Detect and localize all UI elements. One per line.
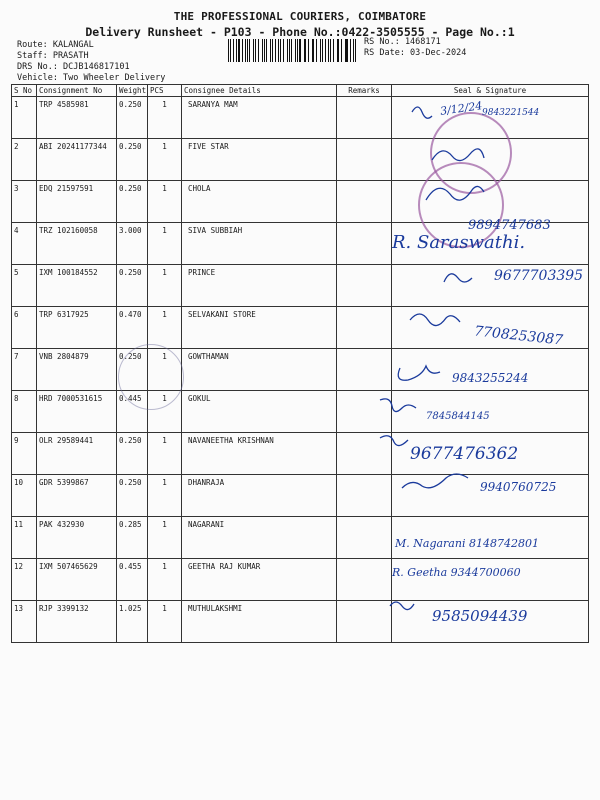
row-consignee: SARANYA MAM [182, 97, 337, 139]
row-pcs: 1 [148, 349, 182, 391]
row-sno: 4 [12, 223, 37, 265]
row-pcs: 1 [148, 391, 182, 433]
barcode-bar [287, 39, 288, 62]
table-row [12, 559, 589, 601]
col-header-sno: S No [12, 85, 37, 97]
barcode-bar [305, 39, 306, 62]
col-header-pcs: PCS [148, 85, 182, 97]
handwritten-entry-12: R. Geetha 9344700060 [392, 566, 521, 579]
barcode-bar [228, 39, 229, 62]
route-label: Route: KALANGAL [17, 40, 94, 50]
table-header-row [12, 85, 589, 97]
handwritten-phone-4: 9894747683 [468, 218, 551, 233]
barcode-bar [308, 39, 309, 62]
row-pcs: 1 [148, 265, 182, 307]
handwritten-phone-13: 9585094439 [432, 607, 528, 625]
barcode-bar [266, 39, 267, 62]
barcode-bar [291, 39, 292, 62]
row-sno: 6 [12, 307, 37, 349]
row-consignment-no: TRZ 102160058 [37, 223, 117, 265]
row-consignment-no: RJP 3399132 [37, 601, 117, 643]
row-sno: 3 [12, 181, 37, 223]
barcode-bar [341, 39, 342, 62]
barcode-bar [337, 39, 338, 62]
row-consignee: SELVAKANI STORE [182, 307, 337, 349]
row-remarks [337, 391, 392, 433]
barcode-bar [316, 39, 317, 62]
row-consignee: GOWTHAMAN [182, 349, 337, 391]
col-header-consignment: Consignment No [37, 85, 117, 97]
row-pcs: 1 [148, 307, 182, 349]
barcode-bar [289, 39, 290, 62]
barcode-bar [355, 39, 356, 62]
barcode-bar [345, 39, 346, 62]
row-remarks [337, 349, 392, 391]
row-remarks [337, 223, 392, 265]
row-pcs: 1 [148, 223, 182, 265]
row-sno: 11 [12, 517, 37, 559]
row-consignee: MUTHULAKSHMI [182, 601, 337, 643]
row-pcs: 1 [148, 139, 182, 181]
barcode-bar [320, 39, 322, 62]
barcode-bar [236, 39, 237, 62]
row-remarks [337, 517, 392, 559]
handwritten-phone-8: 7845844145 [426, 411, 490, 422]
barcode-bar [353, 39, 354, 62]
row-weight: 0.470 [117, 307, 148, 349]
barcode-bar [313, 39, 314, 62]
row-remarks [337, 475, 392, 517]
handwritten-date: 3/12/24 [439, 99, 484, 118]
row-sno: 2 [12, 139, 37, 181]
barcode-bar [262, 39, 263, 62]
barcode-bar [230, 39, 231, 62]
barcode-bar [338, 39, 339, 62]
row-consignee: NAVANEETHA KRISHNAN [182, 433, 337, 475]
col-header-signature: Seal & Signature [392, 85, 589, 97]
col-header-weight: Weight [117, 85, 148, 97]
barcode-bar [258, 39, 260, 62]
barcode-bar [270, 39, 271, 62]
row-consignment-no: IXM 507465629 [37, 559, 117, 601]
barcode-bar [247, 39, 248, 62]
row-sno: 12 [12, 559, 37, 601]
row-weight: 0.285 [117, 517, 148, 559]
row-weight: 0.250 [117, 181, 148, 223]
barcode-bar [238, 39, 240, 62]
rs-number: RS No.: 1468171 [364, 37, 441, 47]
row-remarks [337, 139, 392, 181]
row-consignee: DHANRAJA [182, 475, 337, 517]
handwritten-phone-5: 9677703395 [494, 268, 584, 284]
row-remarks [337, 601, 392, 643]
barcode-bar [280, 39, 282, 62]
row-remarks [337, 559, 392, 601]
row-consignment-no: GDR 5399867 [37, 475, 117, 517]
barcode-bar [325, 39, 326, 62]
handwritten-phone-6: 7708253087 [473, 323, 564, 349]
row-sno: 8 [12, 391, 37, 433]
row-consignee: NAGARANI [182, 517, 337, 559]
row-remarks [337, 181, 392, 223]
row-pcs: 1 [148, 181, 182, 223]
row-weight: 3.000 [117, 223, 148, 265]
handwritten-entry-11: M. Nagarani 8148742801 [395, 537, 539, 550]
barcode-bar [255, 39, 256, 62]
barcode-bar [322, 39, 323, 62]
row-consignment-no: EDQ 21597591 [37, 181, 117, 223]
meta-right [364, 37, 466, 59]
faded-seal-stamp [118, 344, 184, 410]
barcode-bar [312, 39, 313, 62]
meta-left [17, 40, 165, 84]
row-pcs: 1 [148, 559, 182, 601]
row-consignment-no: IXM 100184552 [37, 265, 117, 307]
row-weight: 1.025 [117, 601, 148, 643]
row-consignment-no: HRD 7000531615 [37, 391, 117, 433]
barcode-bar [253, 39, 254, 62]
row-weight: 0.250 [117, 97, 148, 139]
row-remarks [337, 265, 392, 307]
row-consignment-no: OLR 29589441 [37, 433, 117, 475]
row-consignee: GEETHA RAJ KUMAR [182, 559, 337, 601]
barcode-bar [297, 39, 298, 62]
row-remarks [337, 307, 392, 349]
row-pcs: 1 [148, 97, 182, 139]
row-sno: 13 [12, 601, 37, 643]
handwritten-phone-10: 9940760725 [480, 480, 557, 494]
row-weight: 0.250 [117, 265, 148, 307]
row-weight: 0.250 [117, 475, 148, 517]
barcode-bar [233, 39, 234, 62]
row-remarks [337, 97, 392, 139]
row-consignment-no: TRP 6317925 [37, 307, 117, 349]
barcode-bar [328, 39, 329, 62]
rs-date: RS Date: 03-Dec-2024 [364, 48, 467, 58]
barcode-bar [245, 39, 246, 62]
row-consignee: GOKUL [182, 391, 337, 433]
barcode-bar [278, 39, 279, 62]
row-consignee: SIVA SUBBIAH [182, 223, 337, 265]
row-weight: 0.445 [117, 391, 148, 433]
barcode-bar [249, 39, 250, 62]
barcode-bar [333, 39, 334, 62]
handwritten-name-4: R. Saraswathi. [392, 232, 526, 253]
barcode-bar [283, 39, 284, 62]
barcode-bar [272, 39, 273, 62]
barcode-bar [295, 39, 296, 62]
row-consignment-no: ABI 20241177344 [37, 139, 117, 181]
row-sno: 7 [12, 349, 37, 391]
row-pcs: 1 [148, 475, 182, 517]
row-weight: 0.455 [117, 559, 148, 601]
row-sno: 5 [12, 265, 37, 307]
row-signature [392, 391, 589, 433]
handwritten-phone-9: 9677476362 [410, 444, 519, 464]
barcode-bar [299, 39, 301, 62]
row-weight: 0.250 [117, 139, 148, 181]
row-pcs: 1 [148, 601, 182, 643]
runsheet-subtitle: Delivery Runsheet - P103 - Phone No.:0422-3505555 - Page No.:1 [85, 25, 515, 39]
barcode-bar [330, 39, 331, 62]
barcode-image [228, 39, 358, 62]
row-consignee: PRINCE [182, 265, 337, 307]
drs-label: DRS No.: DCJB146817101 [17, 62, 130, 72]
row-consignee: FIVE STAR [182, 139, 337, 181]
row-consignment-no: PAK 432930 [37, 517, 117, 559]
staff-label: Staff: PRASATH [17, 51, 89, 61]
barcode-bar [275, 39, 276, 62]
col-header-remarks: Remarks [337, 85, 392, 97]
vehicle-label: Vehicle: Two Wheeler Delivery [17, 73, 166, 83]
table-row [12, 391, 589, 433]
barcode-bar [346, 39, 348, 62]
barcode-bar [242, 39, 243, 62]
row-pcs: 1 [148, 517, 182, 559]
row-sno: 9 [12, 433, 37, 475]
barcode-bar [350, 39, 351, 62]
row-pcs: 1 [148, 433, 182, 475]
row-consignment-no: TRP 4585981 [37, 97, 117, 139]
row-consignee: CHOLA [182, 181, 337, 223]
row-weight: 0.250 [117, 349, 148, 391]
handwritten-phone-7: 9843255244 [452, 371, 529, 385]
row-sno: 10 [12, 475, 37, 517]
handwritten-phone-1: 9843221544 [482, 108, 540, 118]
col-header-consignee: Consignee Details [182, 85, 337, 97]
row-consignment-no: VNB 2804879 [37, 349, 117, 391]
barcode-bar [304, 39, 305, 62]
row-signature [392, 559, 589, 601]
company-title: THE PROFESSIONAL COURIERS, COIMBATORE [173, 10, 427, 23]
row-weight: 0.250 [117, 433, 148, 475]
row-sno: 1 [12, 97, 37, 139]
row-remarks [337, 433, 392, 475]
barcode-bar [264, 39, 265, 62]
